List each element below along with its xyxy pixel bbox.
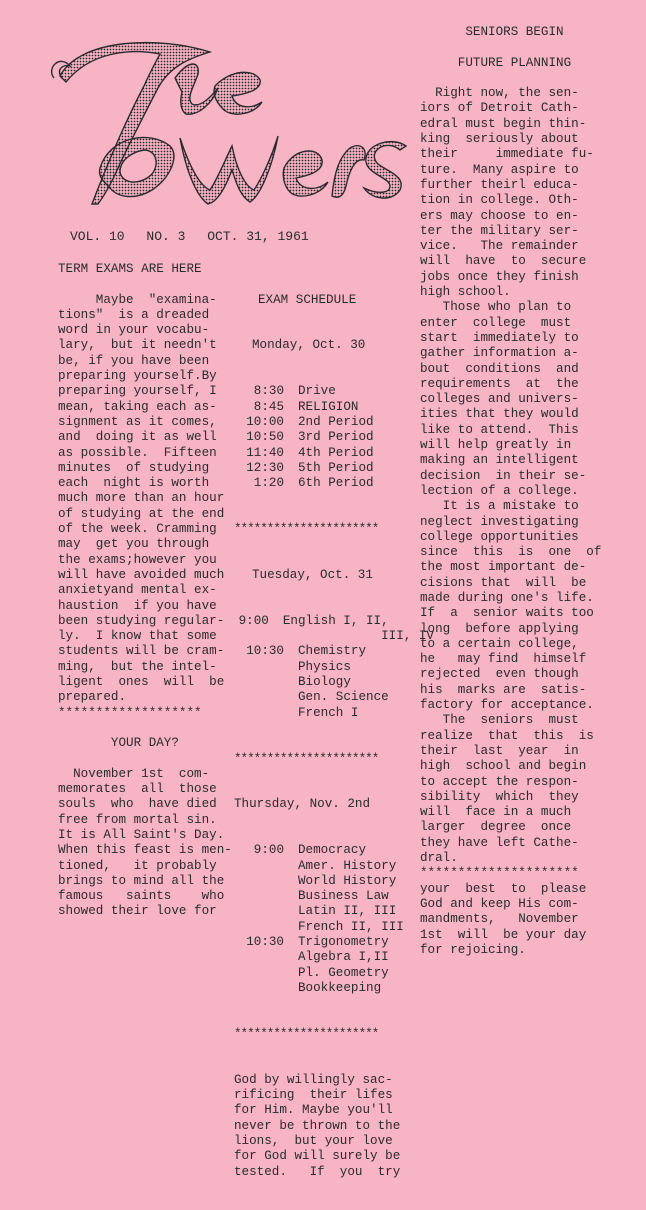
schedule-row bbox=[234, 446, 434, 461]
text-line: ligent ones will be bbox=[58, 675, 225, 690]
column-term-exams bbox=[58, 262, 234, 920]
text-line: the exams;however you bbox=[58, 552, 217, 567]
text-line: larger degree once bbox=[420, 820, 572, 835]
masthead-title-lettering bbox=[40, 18, 420, 236]
text-line: ter the military ser- bbox=[420, 223, 579, 238]
your-day-continued bbox=[234, 1073, 434, 1180]
text-line: brings to mind all the bbox=[58, 873, 225, 888]
text-line: college opportunities bbox=[420, 529, 579, 544]
text-line: Maybe "examina- bbox=[58, 292, 217, 307]
text-line: showed their love for bbox=[58, 904, 217, 919]
text-line: to accept the respon- bbox=[420, 774, 579, 789]
column-seniors-planning bbox=[420, 25, 632, 958]
text-line: enter college must bbox=[420, 315, 572, 330]
text-line: Right now, the sen- bbox=[420, 86, 579, 101]
text-line: preparing yourself, I bbox=[58, 384, 217, 399]
thursday-heading: Thursday, Nov. 2nd bbox=[234, 797, 371, 812]
exam-schedule-heading: EXAM SCHEDULE bbox=[258, 292, 357, 307]
schedule-row bbox=[234, 843, 434, 935]
text-line: haustion if you have bbox=[58, 598, 217, 613]
text-line: cisions that will be bbox=[420, 575, 587, 590]
text-line: lions, but your love bbox=[234, 1133, 393, 1148]
schedule-time: 9:00 bbox=[238, 613, 269, 628]
text-line: dral. bbox=[420, 851, 458, 866]
schedule-subject: Drive bbox=[298, 384, 336, 399]
issue-info bbox=[70, 229, 370, 244]
issue-number: NO. 3 bbox=[146, 229, 186, 244]
volume-number: VOL. 10 bbox=[70, 229, 125, 244]
schedule-row bbox=[234, 476, 434, 491]
text-line: mandments, November bbox=[420, 912, 579, 927]
schedule-subject: 2nd Period bbox=[298, 414, 374, 429]
text-line: for rejoicing. bbox=[420, 942, 526, 957]
divider-stars: ********************** bbox=[234, 522, 379, 537]
tuesday-heading: Tuesday, Oct. 31 bbox=[252, 567, 373, 582]
schedule-subject: 6th Period bbox=[298, 476, 374, 491]
monday-schedule bbox=[234, 384, 434, 491]
text-line: his marks are satis- bbox=[420, 682, 587, 697]
text-line: word in your vocabu- bbox=[58, 323, 210, 338]
text-line: tions" is a dreaded bbox=[58, 307, 210, 322]
text-line: colleges and univers- bbox=[420, 392, 579, 407]
text-line: edral must begin thin- bbox=[420, 116, 587, 131]
text-line: tioned, it probably bbox=[58, 858, 217, 873]
thursday-schedule bbox=[234, 843, 434, 996]
text-line: ******************* bbox=[58, 705, 202, 720]
column-exam-schedule bbox=[234, 262, 434, 1210]
text-line: minutes of studying bbox=[58, 460, 210, 475]
text-line: YOUR DAY? bbox=[58, 736, 179, 751]
text-line: much more than an hour bbox=[58, 491, 225, 506]
text-line: their immediate fu- bbox=[420, 147, 594, 162]
text-line: for Him. Maybe you'll bbox=[234, 1103, 393, 1118]
text-line: tion in college. Oth- bbox=[420, 193, 579, 208]
text-line: souls who have died bbox=[58, 797, 217, 812]
text-line: he may find himself bbox=[420, 652, 587, 667]
text-line: high school. bbox=[420, 285, 511, 300]
text-line: prepared. bbox=[58, 690, 127, 705]
divider-stars: ********************** bbox=[234, 1026, 379, 1041]
text-line: decision in their se- bbox=[420, 468, 587, 483]
schedule-row bbox=[234, 400, 434, 415]
text-line: ities that they would bbox=[420, 407, 579, 422]
text-line: will have to secure bbox=[420, 254, 587, 269]
text-line: for God will surely be bbox=[234, 1149, 401, 1164]
schedule-time: 1:20 bbox=[253, 476, 284, 491]
text-line: each night is worth bbox=[58, 476, 210, 491]
text-line: lary, but it needn't bbox=[58, 338, 217, 353]
text-line: of studying at the end bbox=[58, 506, 225, 521]
text-line: signment as it comes, bbox=[58, 414, 217, 429]
schedule-time: 11:40 bbox=[246, 445, 284, 460]
text-line: since this is one of bbox=[420, 545, 602, 560]
text-line bbox=[58, 721, 234, 736]
schedule-row bbox=[234, 461, 434, 476]
schedule-subject: 3rd Period bbox=[298, 430, 374, 445]
text-line: jobs once they finish bbox=[420, 269, 579, 284]
text-line: students will be cram- bbox=[58, 644, 225, 659]
text-line: famous saints who bbox=[58, 889, 225, 904]
text-line: gather information a- bbox=[420, 346, 579, 361]
schedule-subject: Trigonometry Algebra I,II Pl. Geometry Bookkeeping bbox=[298, 935, 389, 995]
text-line: realize that this is bbox=[420, 728, 594, 743]
text-line: tested. If you try bbox=[234, 1164, 401, 1179]
text-line: long before applying bbox=[420, 621, 579, 636]
text-line: Those who plan to bbox=[420, 300, 572, 315]
schedule-row bbox=[234, 935, 434, 996]
text-line: vice. The remainder bbox=[420, 239, 579, 254]
text-line: lection of a college. bbox=[420, 483, 579, 498]
text-line: ********************* bbox=[420, 866, 579, 881]
text-line: made during one's life. bbox=[420, 590, 594, 605]
masthead-logo bbox=[40, 18, 420, 236]
text-line: ture. Many aspire to bbox=[420, 162, 579, 177]
text-line: further theirl educa- bbox=[420, 177, 579, 192]
schedule-time: 10:00 bbox=[246, 414, 284, 429]
schedule-time: 9:00 bbox=[253, 843, 284, 858]
schedule-row bbox=[234, 384, 434, 399]
schedule-time: 10:30 bbox=[246, 935, 284, 950]
text-line: may get you through bbox=[58, 537, 210, 552]
text-line bbox=[58, 752, 234, 767]
text-line: iors of Detroit Cath- bbox=[420, 101, 579, 116]
text-line: free from mortal sin. bbox=[58, 812, 217, 827]
text-line: God and keep His com- bbox=[420, 896, 579, 911]
text-line: king seriously about bbox=[420, 132, 579, 147]
text-line: factory for acceptance. bbox=[420, 698, 594, 713]
text-line: FUTURE PLANNING bbox=[420, 55, 572, 70]
text-line: been studying regular- bbox=[58, 613, 225, 628]
text-line: When this feast is men- bbox=[58, 843, 232, 858]
schedule-subject: Chemistry Physics Biology Gen. Science French I bbox=[298, 644, 389, 720]
text-line bbox=[58, 277, 234, 292]
text-line: rejected even though bbox=[420, 667, 579, 682]
schedule-subject: 4th Period bbox=[298, 445, 374, 460]
text-line bbox=[420, 71, 632, 86]
schedule-time: 12:30 bbox=[246, 460, 284, 475]
text-line: mean, taking each as- bbox=[58, 399, 217, 414]
text-line: November 1st com- bbox=[58, 766, 210, 781]
text-line: It is All Saint's Day. bbox=[58, 827, 225, 842]
text-line: SENIORS BEGIN bbox=[420, 25, 564, 39]
text-line bbox=[420, 40, 632, 55]
schedule-row bbox=[234, 415, 434, 430]
text-line: your best to please bbox=[420, 881, 587, 896]
text-line: memorates all those bbox=[58, 782, 217, 797]
schedule-subject: English I, II, III, IV bbox=[282, 613, 434, 644]
text-line: the most important de- bbox=[420, 560, 587, 575]
text-line: The seniors must bbox=[420, 713, 579, 728]
text-line: anxietyand mental ex- bbox=[58, 583, 217, 598]
text-line: will face in a much bbox=[420, 805, 572, 820]
text-line: and doing it as well bbox=[58, 430, 217, 445]
schedule-subject: Democracy Amer. History World History Business Law Latin II, III French II, III bbox=[298, 843, 404, 934]
schedule-row bbox=[234, 430, 434, 445]
text-line: be, if you have been bbox=[58, 353, 210, 368]
text-line: never be thrown to the bbox=[234, 1118, 401, 1133]
text-line: high school and begin bbox=[420, 759, 587, 774]
schedule-time: 8:45 bbox=[253, 399, 284, 414]
text-line: preparing yourself.By bbox=[58, 369, 217, 384]
text-line: God by willingly sac- bbox=[234, 1072, 393, 1087]
text-line: will help greatly in bbox=[420, 438, 572, 453]
schedule-time: 8:30 bbox=[253, 384, 284, 399]
text-line: of the week. Cramming bbox=[58, 522, 217, 537]
text-line: like to attend. This bbox=[420, 422, 579, 437]
schedule-row bbox=[234, 644, 434, 720]
text-line: they have left Cathe- bbox=[420, 835, 579, 850]
text-line: their last year in bbox=[420, 743, 579, 758]
text-line: start immediately to bbox=[420, 330, 579, 345]
text-line: requirements at the bbox=[420, 376, 579, 391]
text-line: to a certain college, bbox=[420, 636, 579, 651]
text-line: as possible. Fifteen bbox=[58, 445, 217, 460]
text-line: ming, but the intel- bbox=[58, 659, 217, 674]
text-line: bout conditions and bbox=[420, 361, 579, 376]
tuesday-schedule bbox=[234, 614, 434, 721]
schedule-subject: 5th Period bbox=[298, 460, 374, 475]
text-line: rificing their lifes bbox=[234, 1088, 393, 1103]
divider-stars: ********************** bbox=[234, 751, 379, 766]
text-line: ly. I know that some bbox=[58, 629, 217, 644]
text-line: neglect investigating bbox=[420, 514, 579, 529]
text-line: 1st will be your day bbox=[420, 927, 587, 942]
schedule-time: 10:30 bbox=[246, 644, 284, 659]
monday-heading: Monday, Oct. 30 bbox=[252, 338, 366, 353]
text-line: It is a mistake to bbox=[420, 499, 579, 514]
text-line: TERM EXAMS ARE HERE bbox=[58, 262, 202, 276]
schedule-time: 10:50 bbox=[246, 430, 284, 445]
schedule-subject: RELIGION bbox=[298, 399, 359, 414]
text-line: making an intelligent bbox=[420, 453, 579, 468]
issue-date: OCT. 31, 1961 bbox=[207, 229, 309, 244]
text-line: sibility which they bbox=[420, 789, 579, 804]
text-line: will have avoided much bbox=[58, 567, 225, 582]
text-line: ers may choose to en- bbox=[420, 208, 579, 223]
schedule-row bbox=[234, 614, 434, 645]
text-line: If a senior waits too bbox=[420, 606, 594, 621]
